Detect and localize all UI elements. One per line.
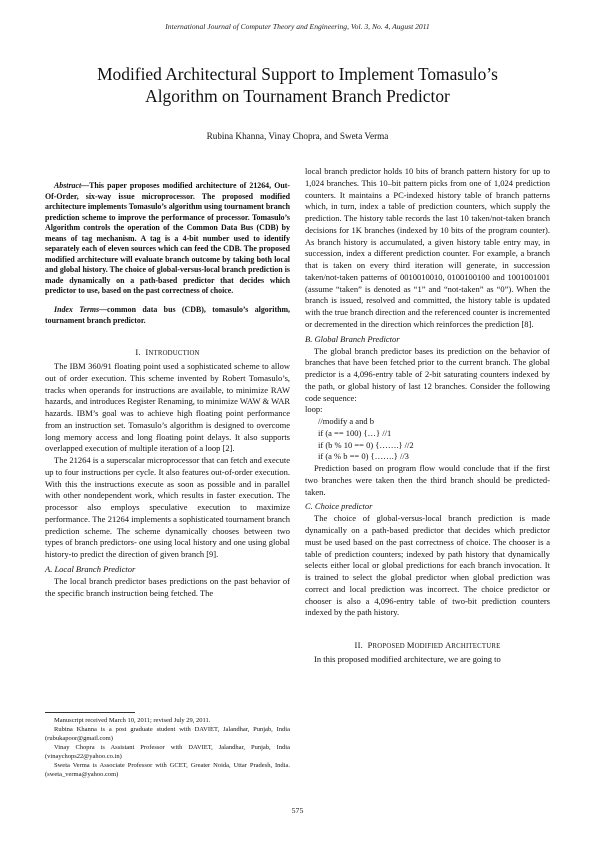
page-number: 575 [291, 806, 304, 815]
section-heading-proposed [305, 640, 550, 650]
local-paragraph-2: local branch predictor holds 10 bits of branch pattern history for up to 1,024 branches. This 10–bit pattern picks from one of 1,024 prediction counters. It maintains a PC-indexed history table of branch patterns which, in turn, index a table of prediction counters, which supply the prediction. The history table records the last 10 taken/not-taken branch decisions for 1K branches (indexed by 10 bits of the program counter). As branch history is accumulated, a given history table entry may, in succession, index a different prediction counter. For example, a branch that is taken on every third iteration will generate, in succession taken/not-taken patterns of 0010010010, 0100100100 and 1001001001 (assume “taken” is denoted as “1” and “not-taken” as “0”). When the branch is issued, resolved and committed, the history table is updated with the true branch direction and the referenced counter is incremented or decremented in the direction which reinforces the prediction [8]. [305, 166, 550, 329]
code-line: //modify a and b [318, 416, 374, 426]
abstract-text: This paper proposes modified architecture of 21264, Out-Of-Order, six-way issue microprocessor. The proposed modified architecture implements Tomasulo’s algorithm using tournament branch prediction scheme to improve the performance of processor. Tomasulo’s Algorithm controls the operation of the Common Data Bus (CDB) by means of tag mechanism. A tag is a 4-bit number used to identify separately each of eleven sources which can feed the CDB. The proposed modified architecture will evaluate branch outcome by taking both local and global history. The choice of global-versus-local branch prediction is made dynamically on a path-based predictor that decides which predictor to use, based on the past correctness of choice. [45, 181, 290, 296]
left-column [45, 166, 290, 599]
section-title-rest: ROPOSED [372, 643, 407, 650]
footnote-author-1: Rubina Khanna is a post graduate student with DAVIET, Jalandhar, Punjab, India (rubukapoor@gmail.com) [45, 726, 290, 742]
title-line-1: Modified Architectural Support to Implement Tomasulo’s [97, 64, 498, 84]
right-column [305, 166, 550, 666]
section-initial: P [367, 640, 373, 650]
code-line: loop: [305, 404, 323, 415]
section-initial: I [145, 347, 149, 358]
section-title-rest: RCHITECTURE [451, 643, 501, 650]
intro-paragraph-1: The IBM 360/91 floating point used a sophisticated scheme to allow out of order execution. This scheme invented by Robert Tomasulo’s, tracks when operands for instructions are available, to minimize RAW hazards, and introduces Register Renaming, to minimize WAW & WAR hazards. IBM’s goal was to achieve high floating point performance from an instruction set. Tomasulo’s algorithm is designed to overcome long memory access and long floating point delays. It also supports overlapped execution of multiple iteration of a loop [2]. [45, 361, 290, 454]
subsection-heading-choice: C. Choice predictor [305, 501, 373, 512]
index-terms-text: —common data bus (CDB), tomasulo’s algorithm, tournament branch predictor. [45, 305, 291, 325]
index-terms [45, 305, 290, 326]
footnotes [45, 716, 290, 779]
footnote-author-2: Vinay Chopra is Assistant Professor with DAVIET, Jalandhar, Punjab, India (vinaychops22@yahoo.co.in) [45, 744, 290, 760]
subsection-heading-local: A. Local Branch Predictor [45, 563, 136, 574]
footnote-manuscript: Manuscript received March 10, 2011; revised July 29, 2011. [54, 717, 211, 724]
index-terms-lead: Index Terms [54, 305, 100, 315]
global-paragraph-1: The global branch predictor bases its prediction on the behavior of branches that have been fetched prior to the current branch. The global predictor is a 4,096-entry table of 2-bit saturating counters indexed by the path, or global history of last 12 branches. Consider the following code sequence: [305, 345, 550, 403]
proposed-paragraph-1: In this proposed modified architecture, we are going to [314, 654, 501, 664]
intro-paragraph-2: The 21264 is a superscalar microprocessor that can fetch and execute up to four instructions per cycle. It also features out-of-order execution. With this the instructions execute as soon as possible and in parallel with other nondependent work, which results in faster execution. The processor also employs speculative execution to maximize performance. The 21264 implements a sophisticated tournament branch prediction scheme. The scheme dynamically chooses between two types of branch predictors- one using local history and one using global history-to predict the direction of given branch [9]. [45, 455, 290, 560]
local-paragraph-1: The local branch predictor bases predictions on the past behavior of the specific branch instruction being fetched. The [45, 575, 290, 598]
code-line: if (a == 100) {…} //1 [318, 427, 392, 438]
footnote-author-3: Sweta Verma is Associate Professor with GCET, Greater Noida, Uttar Pradesh, India. (sweta_verma@yahoo.com) [45, 762, 290, 778]
running-head: International Journal of Computer Theory and Engineering, Vol. 3, No. 4, August 2011 [165, 22, 430, 31]
choice-paragraph-1: The choice of global-versus-local branch prediction is made dynamically on a path-based predictor that decides which predictor must be used based on the past correctness of choice. The chooser is a table of prediction counters; indexed by path history that dynamically selects either local or global predictions for each branch invocation. It is trained to select the global predictor when global prediction was correct and local prediction was incorrect. The choice predictor or chooser is also a 4,096-entry table of two-bit prediction counters indexed by the path history. [305, 513, 550, 618]
section-title-rest: ODIFIED [414, 643, 446, 650]
section-heading-introduction [45, 347, 290, 357]
abstract-lead: Abstract— [54, 181, 90, 190]
section-number: I. [135, 347, 141, 358]
title-line-2: Algorithm on Tournament Branch Predictor [145, 85, 450, 106]
subsection-heading-global: B. Global Branch Predictor [305, 333, 400, 344]
author-list: Rubina Khanna, Vinay Chopra, and Sweta Verma [206, 131, 389, 141]
footnote-divider [45, 712, 135, 713]
section-number: II. [354, 640, 363, 650]
abstract [45, 181, 290, 297]
section-initial: M [406, 640, 415, 650]
section-initial: A [445, 640, 452, 650]
paper-title [40, 64, 555, 107]
global-paragraph-2: Prediction based on program flow would conclude that if the first two branches were taken then the third branch should be predicted-taken. [305, 463, 550, 497]
code-line: if (a % b == 0) {…….} //3 [318, 451, 409, 462]
code-line: if (b % 10 == 0) {…….} //2 [318, 439, 414, 450]
code-sequence [305, 404, 550, 463]
section-title-rest: NTRODUCTION [148, 350, 200, 358]
